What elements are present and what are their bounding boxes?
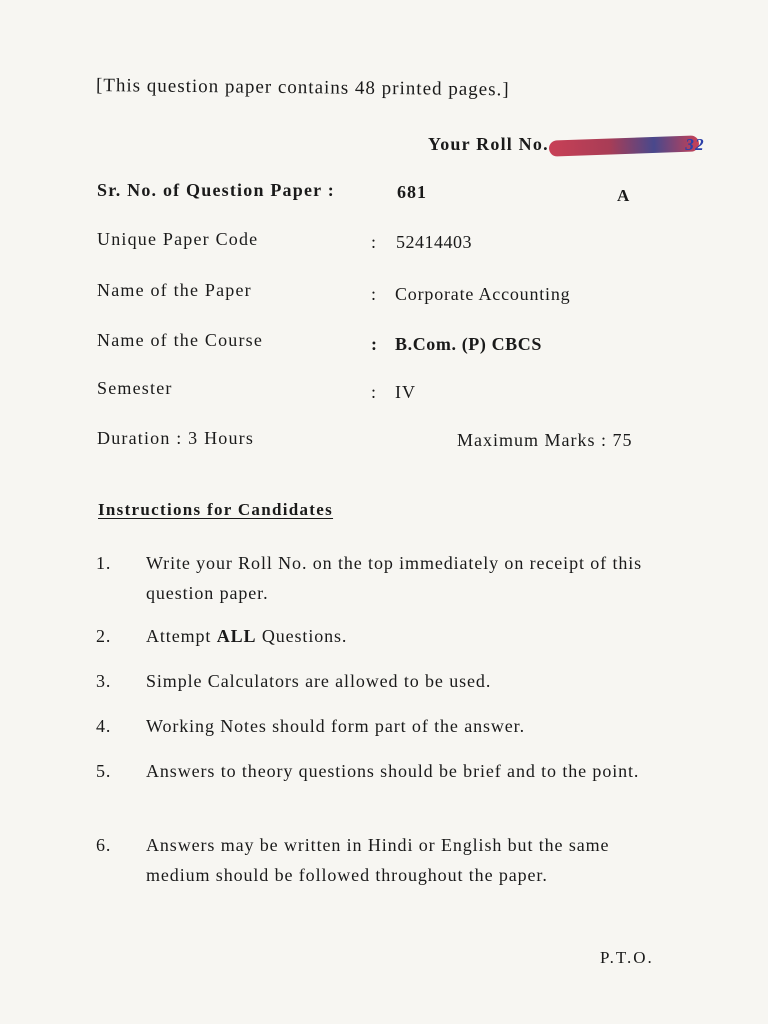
roll-number-label: Your Roll No. (428, 134, 549, 154)
paper-set-letter: A (617, 186, 630, 205)
instruction-text: Simple Calculators are allowed to be used. (146, 671, 492, 691)
instruction-text: Answers may be written in Hindi or English but the same medium should be followed throughout the paper. (146, 835, 610, 885)
sr-no-label: Sr. No. of Question Paper : (97, 180, 335, 200)
instruction-text: Answers to theory questions should be brief and to the point. (146, 761, 640, 781)
semester-label: Semester (97, 378, 173, 398)
paper-name-value: Corporate Accounting (395, 284, 571, 304)
instruction-number: 1. (96, 553, 112, 573)
handwritten-digits: 32 (685, 134, 705, 154)
handwritten-roll-number (549, 135, 709, 157)
instruction-text-part: Questions. (256, 626, 348, 646)
semester-separator: : (371, 382, 377, 402)
instruction-text-part: Attempt (146, 626, 217, 646)
please-turn-over: P.T.O. (600, 948, 654, 967)
paper-code-value: 52414403 (396, 232, 472, 252)
instruction-text: Write your Roll No. on the top immediately on receipt of this question paper. (146, 553, 643, 603)
instructions-heading: Instructions for Candidates (98, 500, 334, 519)
paper-name-separator: : (371, 284, 377, 304)
paper-code-label: Unique Paper Code (97, 229, 259, 249)
course-name-separator: : (371, 334, 378, 354)
ink-scribble (549, 135, 699, 156)
instruction-text (146, 621, 671, 651)
sr-no-value: 681 (397, 182, 427, 202)
roll-number-field (428, 134, 709, 157)
instruction-number: 3. (96, 671, 112, 691)
instruction-number: 2. (96, 626, 112, 646)
page-count-note: [This question paper contains 48 printed pages.] (95, 75, 510, 101)
instruction-text-emphasis: ALL (216, 626, 257, 646)
course-name-label: Name of the Course (97, 330, 264, 350)
instruction-number: 6. (96, 835, 112, 855)
semester-value: IV (395, 382, 416, 402)
course-name-value: B.Com. (P) CBCS (395, 334, 542, 354)
duration: Duration : 3 Hours (97, 428, 255, 448)
instruction-number: 4. (96, 716, 112, 736)
instruction-text: Working Notes should form part of the answer. (146, 716, 525, 736)
instruction-number: 5. (96, 761, 112, 781)
paper-name-label: Name of the Paper (97, 280, 252, 300)
maximum-marks: Maximum Marks : 75 (457, 430, 633, 450)
paper-code-separator: : (371, 232, 377, 252)
